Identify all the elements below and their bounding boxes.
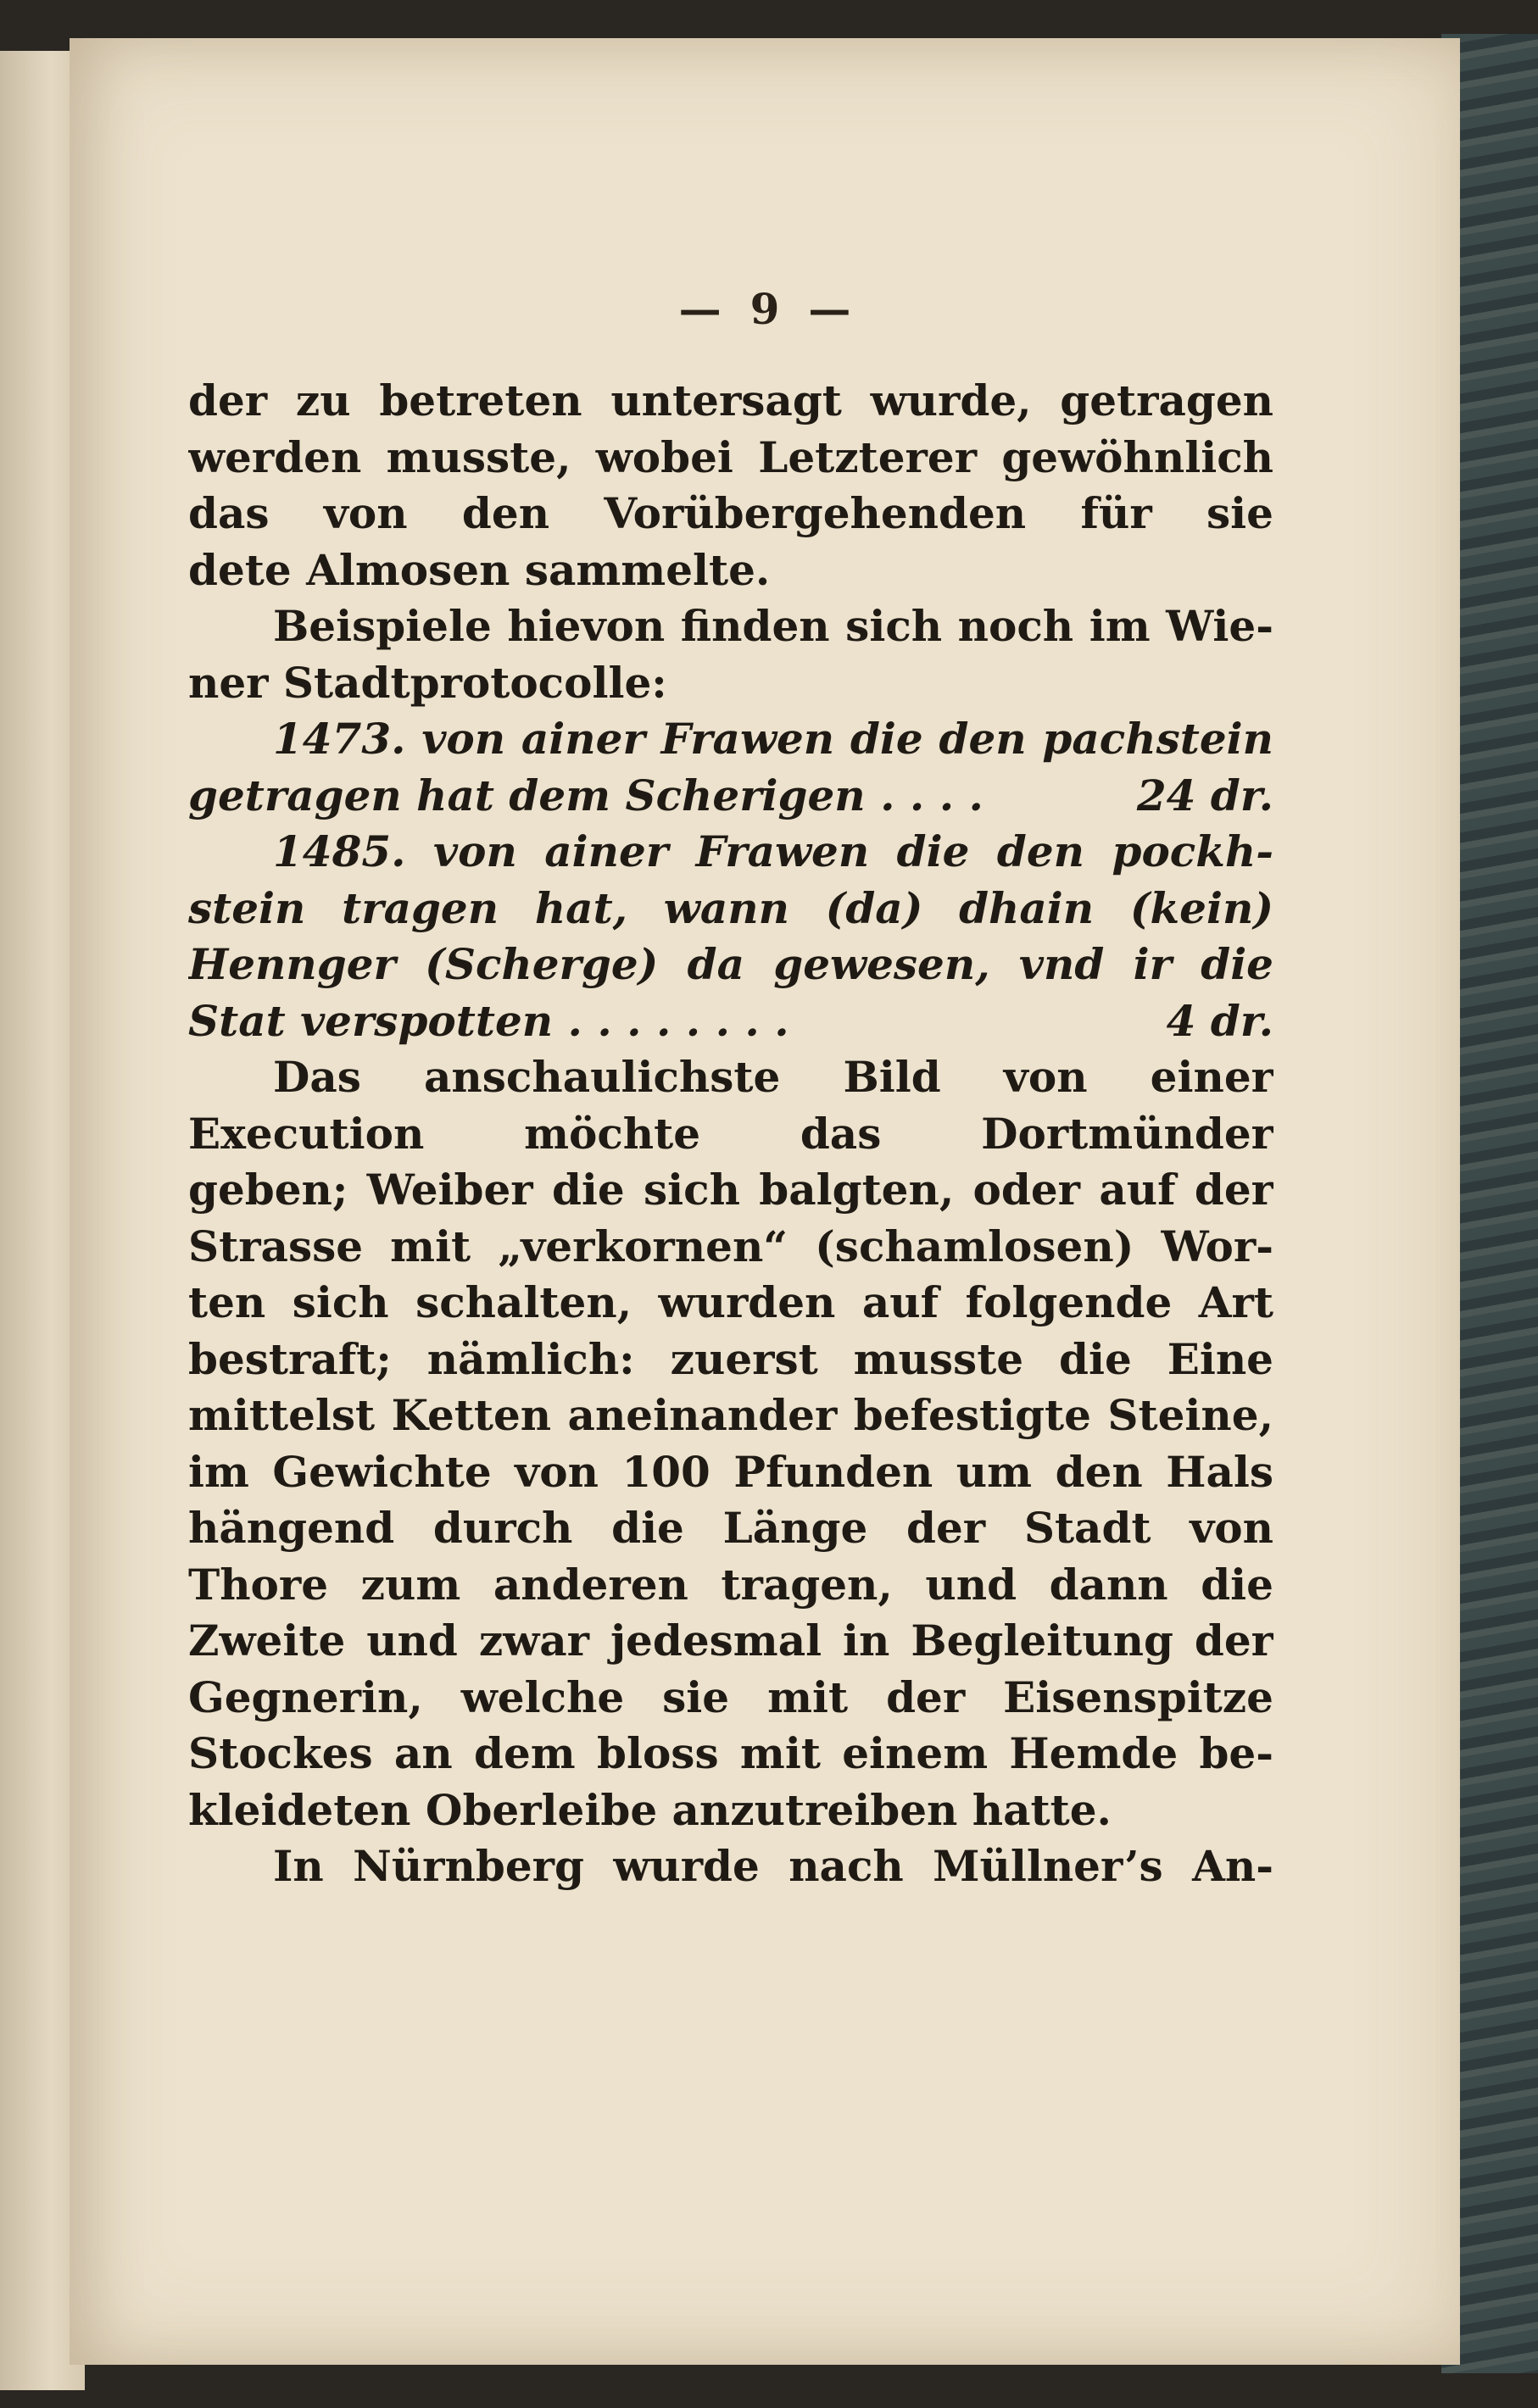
text-line: im Gewichte von 100 Pfunden um den Hals [188, 1446, 1273, 1497]
text-line: Thore zum anderen tragen, und dann die [188, 1559, 1273, 1610]
text-line: Beispiele hievon finden sich noch im Wie- [273, 601, 1273, 651]
quote-line: Hennger (Scherge) da gewesen, vnd ir die [188, 939, 1273, 989]
quote-text: Stat verspotten . . . . . . . . [188, 995, 789, 1046]
text-line: Execution möchte das Dortmünder [188, 1108, 1273, 1159]
quote-amount: 4 dr. [1166, 995, 1273, 1046]
quote-text: getragen hat dem Scherigen . . . . [188, 770, 984, 820]
quote-line: 1485. von ainer Frawen die den pockh- [273, 826, 1273, 876]
page-number: 9 [749, 284, 780, 334]
text-line: Strasse mit „verkornen“ (schamlosen) Wor- [188, 1221, 1273, 1271]
text-line: ten sich schalten, wurden auf folgende Art [188, 1277, 1273, 1327]
text-line: Das anschaulichste Bild von einer [273, 1052, 1273, 1102]
text-line: In Nürnberg wurde nach Müllner’s An- [273, 1841, 1273, 1891]
quote-line [188, 768, 1273, 825]
text-line: geben; Weiber die sich balgten, oder auf der [188, 1165, 1273, 1215]
text-line: mittelst Ketten aneinander befestigte Steine, [188, 1390, 1273, 1440]
text-line: das von den Vorübergehenden für sie [188, 488, 1273, 538]
text-line: der zu betreten untersagt wurde, getragen [188, 375, 1273, 425]
text-line: hängend durch die Länge der Stadt von [188, 1503, 1273, 1553]
book-page [70, 38, 1460, 2365]
text-line: Zweite und zwar jedesmal in Begleitung der [188, 1616, 1273, 1666]
quote-line: stein tragen hat, wann (da) dhain (kein) [188, 882, 1273, 933]
page-number-dash-right: — [808, 284, 851, 334]
text-line: dete Almosen sammelte. [188, 544, 771, 595]
text-line: Stockes an dem bloss mit einem Hemde be- [188, 1728, 1273, 1778]
text-line: werden musste, wobei Letzterer gewöhnlich [188, 431, 1273, 482]
page-number-header [70, 284, 1460, 334]
text-line: ner Stadtprotocolle: [188, 657, 667, 708]
quote-line [188, 993, 1273, 1050]
quote-amount: 24 dr. [1136, 770, 1273, 820]
text-line: Gegnerin, welche sie mit der Eisenspitze [188, 1671, 1273, 1722]
quote-line: 1473. von ainer Frawen die den pachstein [273, 714, 1273, 764]
page-number-dash-left: — [678, 284, 722, 334]
text-line: bestraft; nämlich: zuerst musste die Eine [188, 1333, 1273, 1384]
body-text [188, 373, 1273, 1895]
text-line: kleideten Oberleibe anzutreiben hatte. [188, 1784, 1112, 1835]
